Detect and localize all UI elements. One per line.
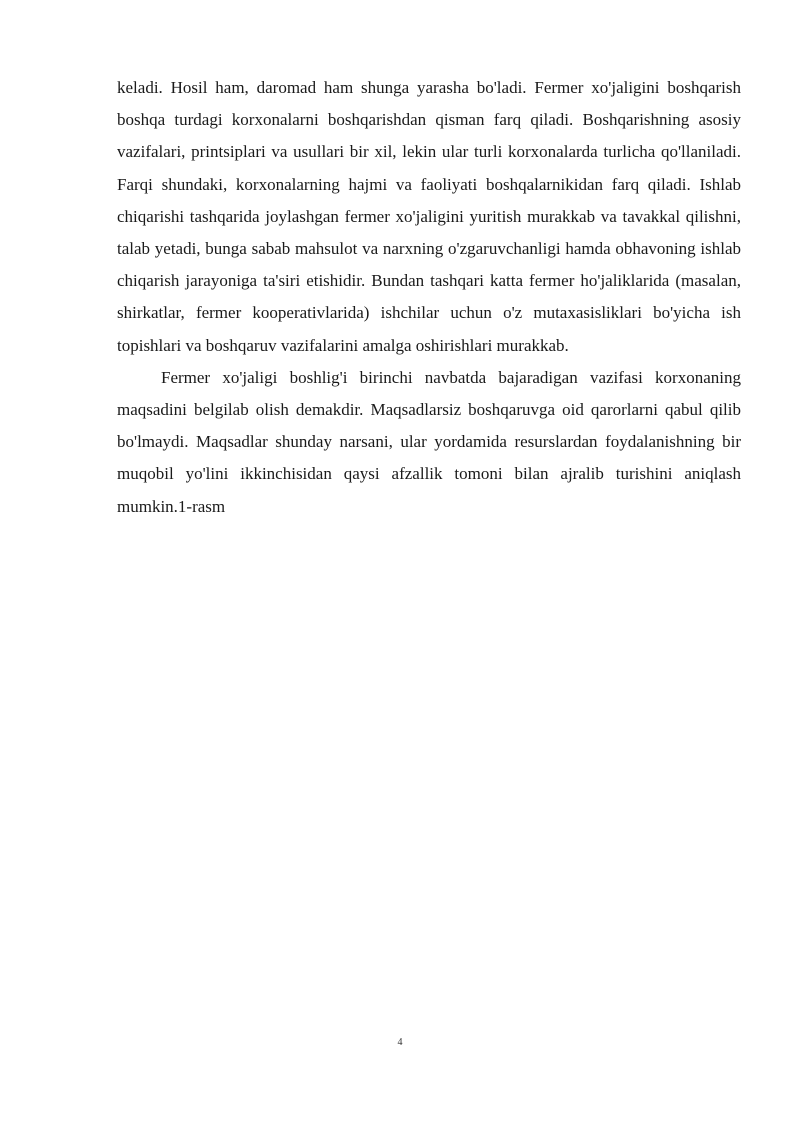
paragraph-farm-head-duty: Fermer xo'jaligi boshlig'i birinchi navbatda bajaradigan vazifasi korxonaning maqsadini belgilab olish demakdir. Maqsadlarsiz boshqaruvga oid qarorlarni qabul qilib bo'lmaydi. Maqsadlar shunday narsani, ular yordamida resurslardan foydalanishning bir muqobil yo'lini ikkinchisidan qaysi afzallik tomoni bilan ajralib turishini aniqlash mumkin.1-rasm bbox=[117, 367, 741, 516]
body-text bbox=[117, 72, 741, 523]
paragraph-continuation: keladi. Hosil ham, daromad ham shunga yarasha bo'ladi. Fermer xo'jaligini boshqarish boshqa turdagi korxonalarni boshqarishdan qisman farq qiladi. Boshqarishning asosiy vazifalari, printsiplari va usullari bir xil, lekin ular turli korxonalarda turlicha qo'llaniladi. Farqi shundaki, korxonalarning hajmi va faoliyati boshqalarnikidan farq qiladi. Ishlab chiqarishi tashqarida joylashgan fermer xo'jaligini yuritish murakkab va tavakkal qilishni, talab yetadi, bunga sabab mahsulot va narxning o'zgaruvchanligi hamda obhavoning ishlab chiqarish jarayoniga ta'siri etishidir. Bundan tashqari katta fermer ho'jaliklarida (masalan, shirkatlar, fermer kooperativlarida) ishchilar uchun o'z mutaxasisliklari bo'yicha ish topishlari va boshqaruv vazifalarini amalga oshirishlari murakkab. bbox=[117, 78, 741, 355]
page-number: 4 bbox=[397, 1037, 403, 1048]
